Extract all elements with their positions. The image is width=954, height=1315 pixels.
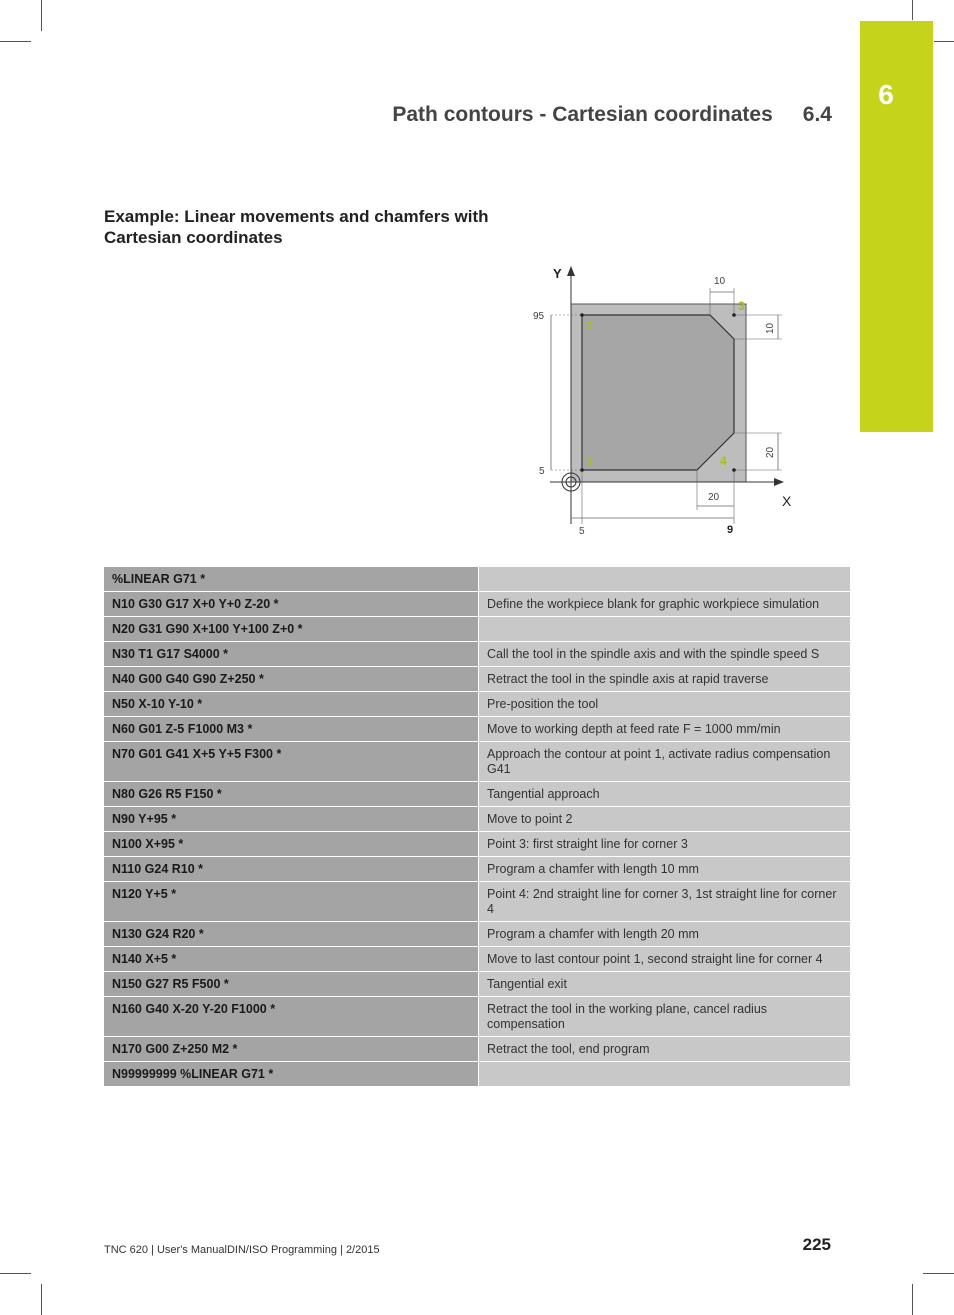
table-row (104, 692, 850, 717)
description-cell: Tangential approach (479, 782, 850, 807)
point-marker (580, 313, 584, 317)
description-cell: Tangential exit (479, 972, 850, 997)
description-cell (479, 567, 850, 592)
code-cell: N110 G24 R10 * (104, 857, 479, 882)
description-cell: Retract the tool in the working plane, cancel radius compensation (479, 997, 850, 1037)
description-cell: Approach the contour at point 1, activate radius compensation G41 (479, 742, 850, 782)
crop-mark (0, 41, 31, 42)
code-cell: N90 Y+95 * (104, 807, 479, 832)
description-cell: Program a chamfer with length 10 mm (479, 857, 850, 882)
page-number: 225 (802, 1235, 831, 1254)
crop-mark (934, 41, 954, 42)
point-label-1: 1 (587, 455, 594, 469)
code-cell: N120 Y+5 * (104, 882, 479, 922)
code-cell: N30 T1 G17 S4000 * (104, 642, 479, 667)
dim-label-right-bottom: 20 (765, 446, 776, 458)
chapter-number: 6 (878, 79, 894, 110)
crop-mark (923, 1273, 954, 1274)
table-row (104, 922, 850, 947)
description-cell: Point 3: first straight line for corner 3 (479, 832, 850, 857)
table-row (104, 857, 850, 882)
nc-program-table (104, 567, 850, 1087)
code-cell: %LINEAR G71 * (104, 567, 479, 592)
point-marker (732, 468, 736, 472)
description-cell: Call the tool in the spindle axis and with the spindle speed S (479, 642, 850, 667)
point-label-3: 3 (738, 299, 745, 313)
header-section: 6.4 (802, 103, 832, 126)
dim-label-x95: 9 (727, 524, 734, 536)
description-cell: Point 4: 2nd straight line for corner 3, 1st straight line for corner 4 (479, 882, 850, 922)
crop-mark (912, 0, 913, 20)
contour-shape (582, 315, 734, 470)
table-row (104, 807, 850, 832)
crop-mark (41, 0, 42, 31)
code-cell: N10 G30 G17 X+0 Y+0 Z-20 * (104, 592, 479, 617)
description-cell (479, 1062, 850, 1087)
description-cell: Move to working depth at feed rate F = 1000 mm/min (479, 717, 850, 742)
dim-label-bottom-20: 20 (708, 492, 720, 503)
y-axis-arrow (567, 266, 575, 276)
description-cell: Move to last contour point 1, second straight line for corner 4 (479, 947, 850, 972)
description-cell: Program a chamfer with length 20 mm (479, 922, 850, 947)
crop-mark (0, 1273, 31, 1274)
description-cell: Define the workpiece blank for graphic workpiece simulation (479, 592, 850, 617)
code-cell: N100 X+95 * (104, 832, 479, 857)
example-heading: Example: Linear movements and chamfers with Cartesian coordinates (104, 207, 489, 247)
code-cell: N140 X+5 * (104, 947, 479, 972)
point-marker (732, 313, 736, 317)
point-label-4: 4 (720, 454, 727, 468)
code-cell: N99999999 %LINEAR G71 * (104, 1062, 479, 1087)
table-row (104, 642, 850, 667)
dim-label-x5: 5 (579, 526, 585, 537)
code-cell: N40 G00 G40 G90 Z+250 * (104, 667, 479, 692)
description-cell (479, 617, 850, 642)
axis-y-label: Y (553, 266, 562, 281)
axis-x-label: X (782, 493, 792, 509)
code-cell: N70 G01 G41 X+5 Y+5 F300 * (104, 742, 479, 782)
table-row (104, 882, 850, 922)
chapter-tab (860, 21, 933, 432)
dim-label-y95: 95 (533, 311, 545, 322)
table-row (104, 567, 850, 592)
header-title: Path contours - Cartesian coordinates (392, 103, 773, 126)
point-label-2: 2 (586, 319, 593, 333)
table-row (104, 617, 850, 642)
table-row (104, 592, 850, 617)
crop-mark (41, 1284, 42, 1315)
footer-text: TNC 620 | User's ManualDIN/ISO Programming | 2/2015 (104, 1244, 380, 1256)
code-cell: N60 G01 Z-5 F1000 M3 * (104, 717, 479, 742)
table-row (104, 1062, 850, 1087)
code-cell: N50 X-10 Y-10 * (104, 692, 479, 717)
code-cell: N130 G24 R20 * (104, 922, 479, 947)
table-row (104, 667, 850, 692)
table-row (104, 742, 850, 782)
table-row (104, 832, 850, 857)
running-header (392, 103, 832, 127)
x-axis-arrow (774, 478, 784, 486)
table-row (104, 717, 850, 742)
description-cell: Retract the tool, end program (479, 1037, 850, 1062)
table-row (104, 1037, 850, 1062)
crop-mark (912, 1284, 913, 1315)
contour-drawing (520, 262, 800, 542)
description-cell: Move to point 2 (479, 807, 850, 832)
dim-label-top: 10 (714, 276, 726, 287)
code-cell: N160 G40 X-20 Y-20 F1000 * (104, 997, 479, 1037)
table-row (104, 972, 850, 997)
table-row (104, 947, 850, 972)
description-cell: Pre-position the tool (479, 692, 850, 717)
code-cell: N170 G00 Z+250 M2 * (104, 1037, 479, 1062)
dim-label-y5: 5 (539, 466, 545, 477)
code-cell: N80 G26 R5 F150 * (104, 782, 479, 807)
description-cell: Retract the tool in the spindle axis at rapid traverse (479, 667, 850, 692)
point-marker (580, 468, 584, 472)
code-cell: N150 G27 R5 F500 * (104, 972, 479, 997)
table-row (104, 782, 850, 807)
code-cell: N20 G31 G90 X+100 Y+100 Z+0 * (104, 617, 479, 642)
table-row (104, 997, 850, 1037)
dim-label-right-top: 10 (765, 322, 776, 334)
